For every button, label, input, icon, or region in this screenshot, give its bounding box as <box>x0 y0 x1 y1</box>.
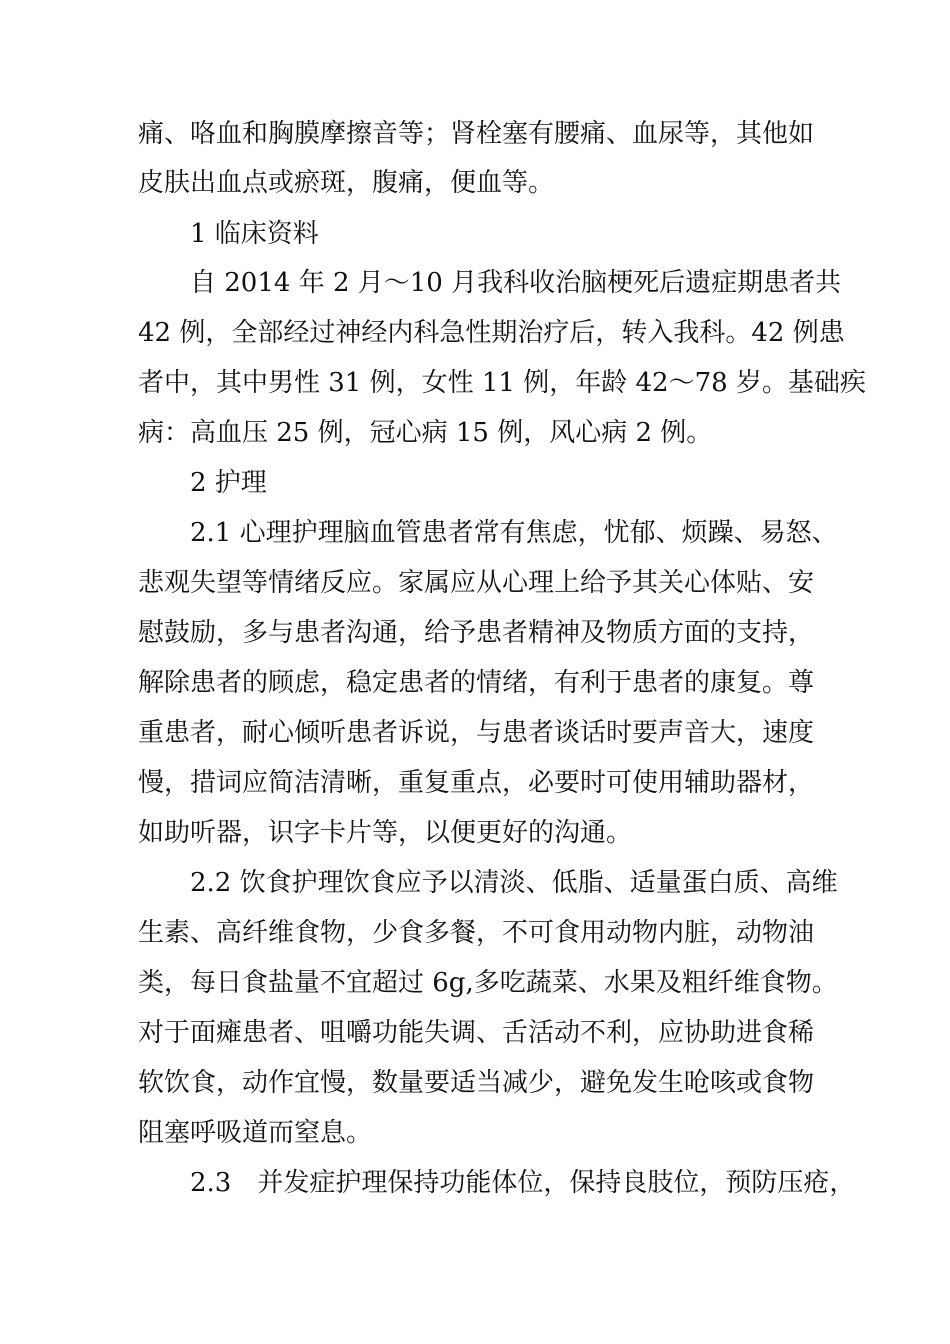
text-line-20: 软饮食，动作宜慢，数量要适当减少，避免发生呛咳或食物 <box>138 1068 815 1098</box>
text-line-4: 自 2014 年 2 月〜10 月我科收治脑梗死后遗症期患者共 <box>190 268 842 298</box>
text-line-2: 皮肤出血点或瘀斑，腹痛，便血等。 <box>138 168 555 198</box>
text-line-11: 慰鼓励，多与患者沟通，给予患者精神及物质方面的支持， <box>138 618 815 648</box>
text-line-5: 42 例，全部经过神经内科急性期治疗后，转入我科。42 例患 <box>138 318 845 348</box>
text-line-17: 生素、高纤维食物，少食多餐，不可食用动物内脏，动物油 <box>138 918 815 948</box>
text-line-18: 类，每日食盐量不宜超过 6g,多吃蔬菜、水果及粗纤维食物。 <box>138 968 838 998</box>
text-line-6: 者中，其中男性 31 例，女性 11 例，年龄 42〜78 岁。基础疾 <box>138 368 866 398</box>
text-line-10: 悲观失望等情绪反应。家属应从心理上给予其关心体贴、安 <box>138 568 815 598</box>
section-heading-nursing: 2 护理 <box>190 468 267 498</box>
text-line-15: 如助听器，识字卡片等，以便更好的沟通。 <box>138 818 633 848</box>
text-line-19: 对于面瘫患者、咀嚼功能失调、舌活动不利，应协助进食稀 <box>138 1018 815 1048</box>
text-line-7: 病：高血压 25 例，冠心病 15 例，风心病 2 例。 <box>138 418 713 448</box>
text-line-1: 痛、咯血和胸膜摩擦音等；肾栓塞有腰痛、血尿等，其他如 <box>138 119 815 149</box>
text-line-13: 重患者，耐心倾听患者诉说，与患者谈话时要声音大，速度 <box>138 718 815 748</box>
text-line-22: 2.3 并发症护理保持功能体位，保持良肢位，预防压疮， <box>190 1168 856 1198</box>
text-line-14: 慢，措词应简洁清晰，重复重点，必要时可使用辅助器材， <box>138 768 815 798</box>
section-heading-clinical-data: 1 临床资料 <box>190 219 319 249</box>
text-line-21: 阻塞呼吸道而窒息。 <box>138 1118 373 1148</box>
text-line-12: 解除患者的顾虑，稳定患者的情绪，有利于患者的康复。尊 <box>138 668 815 698</box>
text-line-16: 2.2 饮食护理饮食应予以清淡、低脂、适量蛋白质、高维 <box>190 868 838 898</box>
text-line-9: 2.1 心理护理脑血管患者常有焦虑，忧郁、烦躁、易怒、 <box>190 518 838 548</box>
